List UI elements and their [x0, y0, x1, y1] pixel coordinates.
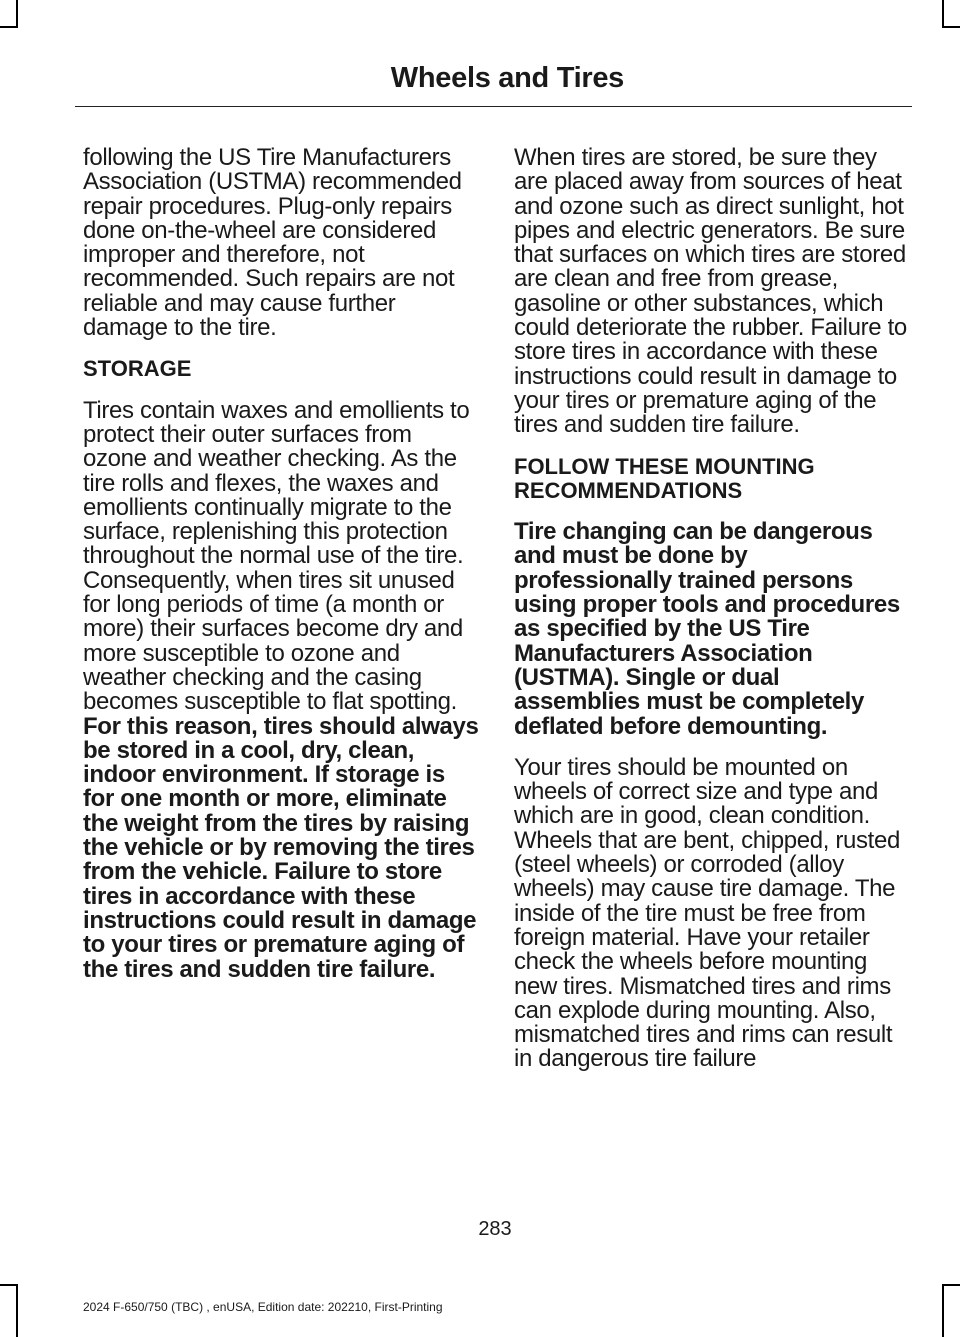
header-divider: [75, 106, 912, 107]
crop-mark-bottom-right-horizontal: [942, 1284, 960, 1286]
crop-mark-top-left-vertical: [16, 0, 18, 26]
crop-mark-bottom-left-horizontal: [0, 1284, 18, 1286]
left-column: [83, 146, 479, 999]
right-column: [514, 146, 910, 1089]
storage-warning: For this reason, tires should always be stored in a cool, dry, clean, indoor environment. If storage is for one month or more, eliminate the weight from the tires by raising the vehicle or by removing the tires from the vehicle. Failure to store tires in accordance with these instructions could result in damage to your tires or premature aging of the tires and sudden tire failure.: [83, 712, 479, 983]
crop-mark-top-left-horizontal: [0, 26, 18, 28]
crop-mark-top-right-horizontal: [942, 26, 960, 28]
storage-placement-paragraph: When tires are stored, be sure they are placed away from sources of heat and ozone such as direct sunlight, hot pipes and electric generators. Be sure that surfaces on which tires are stored are clean and free from grease, gasoline or other substances, which could deteriorate the rubber. Failure to store tires in accordance with these instructions could result in damage to your tires or premature aging of the tires and sudden tire failure.: [514, 144, 907, 439]
page-section-title: Wheels and Tires: [390, 62, 624, 94]
storage-heading: STORAGE: [83, 356, 192, 382]
edition-footer: 2024 F-650/750 (TBC) , enUSA, Edition date: 202210, First-Printing: [83, 1300, 443, 1314]
crop-mark-top-right-vertical: [942, 0, 944, 26]
mounting-heading: FOLLOW THESE MOUNTING RECOMMENDATIONS: [514, 453, 815, 503]
storage-text: Tires contain waxes and emollients to protect their outer surfaces from ozone and weather checking. As the tire rolls and flexes, the waxes and emollients continually migrate to the surface, replenishing this protection throughout the normal use of the tire. Consequently, when tires sit unused for long periods of time (a month or more) their surfaces become dry and more susceptible to ozone and weather checking and the casing becomes susceptible to flat spotting.: [83, 396, 470, 716]
storage-paragraph: [83, 396, 479, 983]
repair-paragraph: following the US Tire Manufacturers Association (USTMA) recommended repair procedures. Plug-only repairs done on-the-wheel are considered improper and therefore, not recommended. Such repairs are not reliable and may cause further damage to the tire.: [83, 144, 462, 342]
crop-mark-bottom-right-vertical: [942, 1284, 944, 1337]
mounting-warning: Tire changing can be dangerous and must be done by professionally trained persons using proper tools and procedures as specified by the US Tire Manufacturers Association (USTMA). Single or dual assemblies must be completely deflated before demounting.: [514, 518, 900, 740]
page-number: 283: [478, 1218, 512, 1240]
mounting-paragraph: Your tires should be mounted on wheels of correct size and type and which are in good, clean condition. Wheels that are bent, chipped, rusted (steel wheels) or corroded (alloy wheels) may cause tire damage. The inside of the tire must be free from foreign material. Have your retailer check the wheels before mounting new tires. Mismatched tires and rims can explode during mounting. Also, mismatched tires and rims can result in dangerous tire failure: [514, 753, 900, 1073]
crop-mark-bottom-left-vertical: [16, 1284, 18, 1337]
